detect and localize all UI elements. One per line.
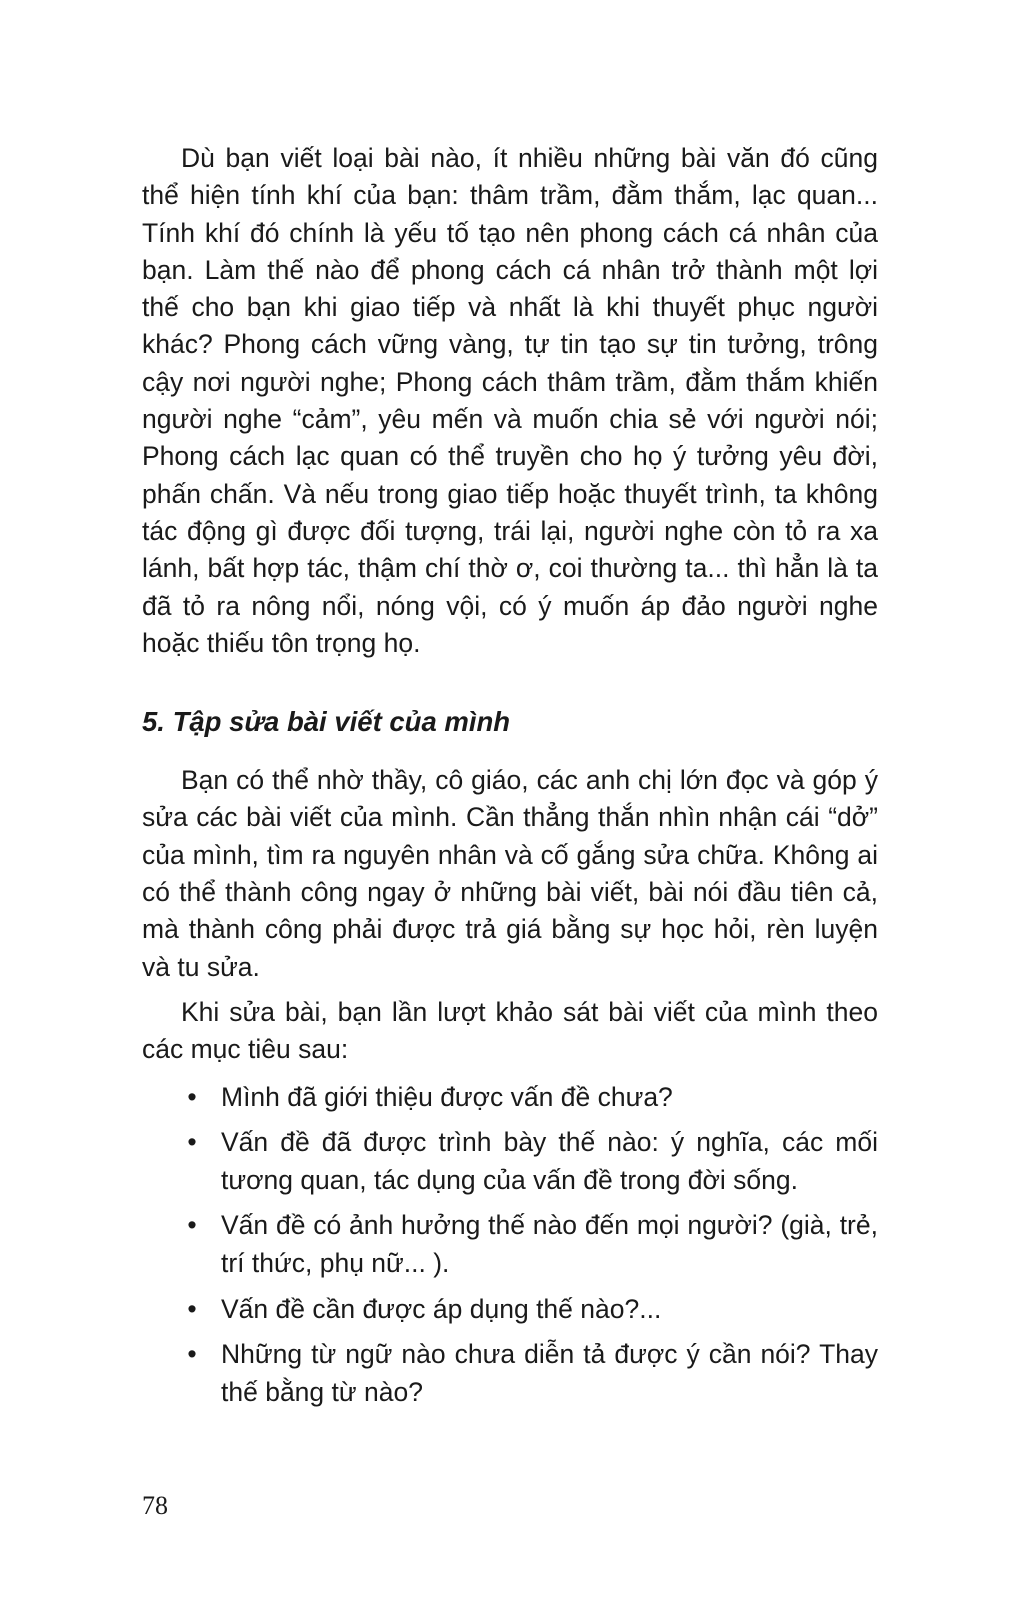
page-number: 78 <box>142 1491 168 1520</box>
list-item-text: Vấn đề có ảnh hưởng thế nào đến mọi người? (già, trẻ, trí thức, phụ nữ... ). <box>221 1210 878 1278</box>
bullet-icon: • <box>187 1210 197 1241</box>
list-item-text: Vấn đề cần được áp dụng thế nào?... <box>221 1293 662 1324</box>
paragraph-revise-writing: Bạn có thể nhờ thầy, cô giáo, các anh chị lớn đọc và góp ý sửa các bài viết của mình. Cần thẳng thắn nhìn nhận cái “dở” của mình, tìm ra nguyên nhân và cố gắng sửa chữa. Không ai có thể thành công ngay ở những bài viết, bài nói đầu tiên cả, mà thành công phải được trả giá bằng sự học hỏi, rèn luyện và tu sửa. <box>142 765 878 982</box>
list-item <box>142 1291 878 1328</box>
bullet-icon: • <box>187 1081 197 1112</box>
paragraph-personal-style: Dù bạn viết loại bài nào, ít nhiều những bài văn đó cũng thể hiện tính khí của bạn: thâm trầm, đằm thắm, lạc quan... Tính khí đó chính là yếu tố tạo nên phong cách cá nhân của bạn. Làm thế nào để phong cách cá nhân trở thành một lợi thế cho bạn khi giao tiếp và nhất là khi thuyết phục người khác? Phong cách vững vàng, tự tin tạo sự tin tưởng, trông cậy nơi người nghe; Phong cách thâm trầm, đằm thắm khiến người nghe “cảm”, yêu mến và muốn chia sẻ với người nói; Phong cách lạc quan có thể truyền cho họ ý tưởng yêu đời, phấn chấn. Và nếu trong giao tiếp hoặc thuyết trình, ta không tác động gì được đối tượng, trái lại, người nghe còn tỏ ra xa lánh, bất hợp tác, thậm chí thờ ơ, coi thường ta... thì hẳn là ta đã tỏ ra nông nổi, nóng vội, có ý muốn áp đảo người nghe hoặc thiếu tôn trọng họ. <box>142 143 878 658</box>
list-item <box>142 1124 878 1199</box>
bullet-icon: • <box>187 1127 197 1158</box>
list-item-text: Mình đã giới thiệu được vấn đề chưa? <box>221 1081 673 1112</box>
list-item-text: Vấn đề đã được trình bày thế nào: ý nghĩa, các mối tương quan, tác dụng của vấn đề trong đời sống. <box>221 1127 878 1195</box>
list-item <box>142 1079 878 1116</box>
bullet-icon: • <box>187 1293 197 1324</box>
list-item <box>142 1207 878 1282</box>
paragraph-revision-goals: Khi sửa bài, bạn lần lượt khảo sát bài viết của mình theo các mục tiêu sau: <box>142 996 878 1065</box>
list-item <box>142 1336 878 1411</box>
page-body <box>142 140 878 1419</box>
revision-checklist <box>142 1079 878 1411</box>
section-heading: 5. Tập sửa bài viết của mình <box>142 706 511 738</box>
list-item-text: Những từ ngữ nào chưa diễn tả được ý cần nói? Thay thế bằng từ nào? <box>221 1339 878 1407</box>
bullet-icon: • <box>187 1339 197 1370</box>
